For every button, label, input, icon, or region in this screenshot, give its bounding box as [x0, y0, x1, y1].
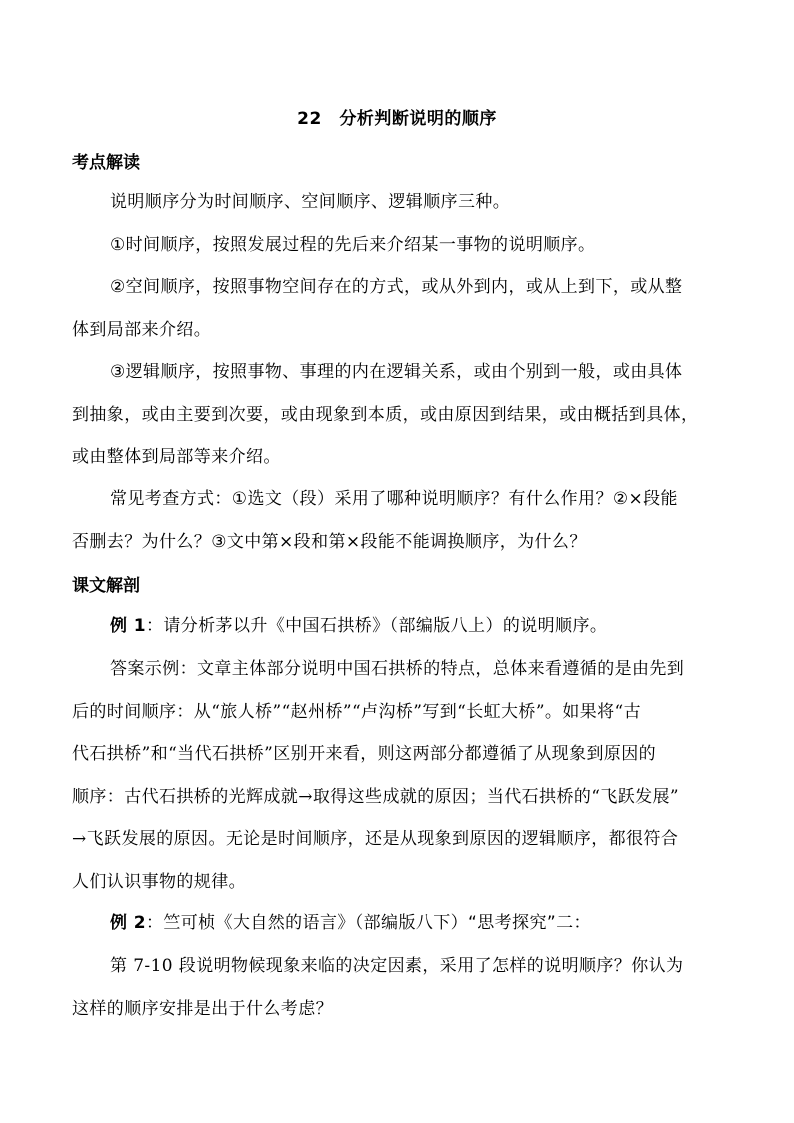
paragraph-common-questions [72, 478, 722, 563]
paragraph-line: ①时间顺序，按照发展过程的先后来介绍某一事物的说明顺序。 [110, 235, 596, 255]
paragraph-line [72, 902, 722, 945]
paragraph-line: 说明顺序分为时间顺序、空间顺序、逻辑顺序三种。 [110, 192, 511, 212]
paragraph-line: →飞跃发展的原因。无论是时间顺序，还是从现象到原因的逻辑顺序，都很符合 [72, 829, 679, 849]
paragraph-line: ③逻辑顺序，按照事物、事理的内在逻辑关系，或由个别到一般，或由具体 [110, 362, 683, 382]
question-text [72, 945, 722, 1030]
example-text: ：请分析茅以升《中国石拱桥》（部编版八上）的说明顺序。 [145, 616, 608, 636]
section-heading-text-analysis: 课文解剖 [72, 576, 140, 596]
paragraph-line: 常见考查方式：①选文（段）采用了哪种说明顺序？有什么作用？②×段能 [110, 489, 678, 509]
example-text: ：竺可桢《大自然的语言》（部编版八下）“思考探究”二： [145, 913, 591, 933]
example-label: 例 2 [110, 913, 146, 933]
paragraph-line: 体到局部来介绍。 [72, 319, 212, 340]
paragraph-line: ②空间顺序，按照事物空间存在的方式，或从外到内，或从上到下，或从整 [110, 277, 683, 297]
paragraph-line: 这样的顺序安排是出于什么考虑？ [72, 998, 333, 1019]
paragraph-line: 顺序：古代石拱桥的光辉成就→取得这些成就的原因；当代石拱桥的“飞跃发展” [72, 786, 680, 807]
paragraph-line: 人们认识事物的规律。 [72, 871, 246, 892]
example-label: 例 1 [110, 616, 146, 636]
page-title: 22 分析判断说明的顺序 [297, 109, 497, 129]
paragraph-line: 或由整体到局部等来介绍。 [72, 447, 281, 467]
paragraph-logic-order [72, 351, 722, 479]
paragraph-line: 到抽象，或由主要到次要，或由现象到本质，或由原因到结果，或由概括到具体， [72, 404, 699, 425]
paragraph-intro [72, 181, 722, 224]
example-1 [72, 605, 722, 648]
answer-sample [72, 648, 722, 903]
paragraph-line: 代石拱桥”和“当代石拱桥”区别开来看，则这两部分都遵循了从现象到原因的 [72, 744, 657, 764]
paragraph-line: 后的时间顺序：从“旅人桥”“赵州桥”“卢沟桥”写到“长虹大桥”。如果将“古 [72, 701, 642, 722]
section-heading-exam-points: 考点解读 [72, 153, 140, 173]
paragraph-line [72, 605, 722, 648]
paragraph-line: 第 7-10 段说明物候现象来临的决定因素，采用了怎样的说明顺序？你认为 [110, 956, 684, 976]
paragraph-line: 否删去？为什么？③文中第×段和第×段能不能调换顺序，为什么？ [72, 531, 587, 552]
paragraph-time-order [72, 224, 722, 267]
example-2 [72, 902, 722, 945]
paragraph-space-order [72, 266, 722, 351]
paragraph-line: 答案示例：文章主体部分说明中国石拱桥的特点，总体来看遵循的是由先到 [110, 659, 685, 679]
